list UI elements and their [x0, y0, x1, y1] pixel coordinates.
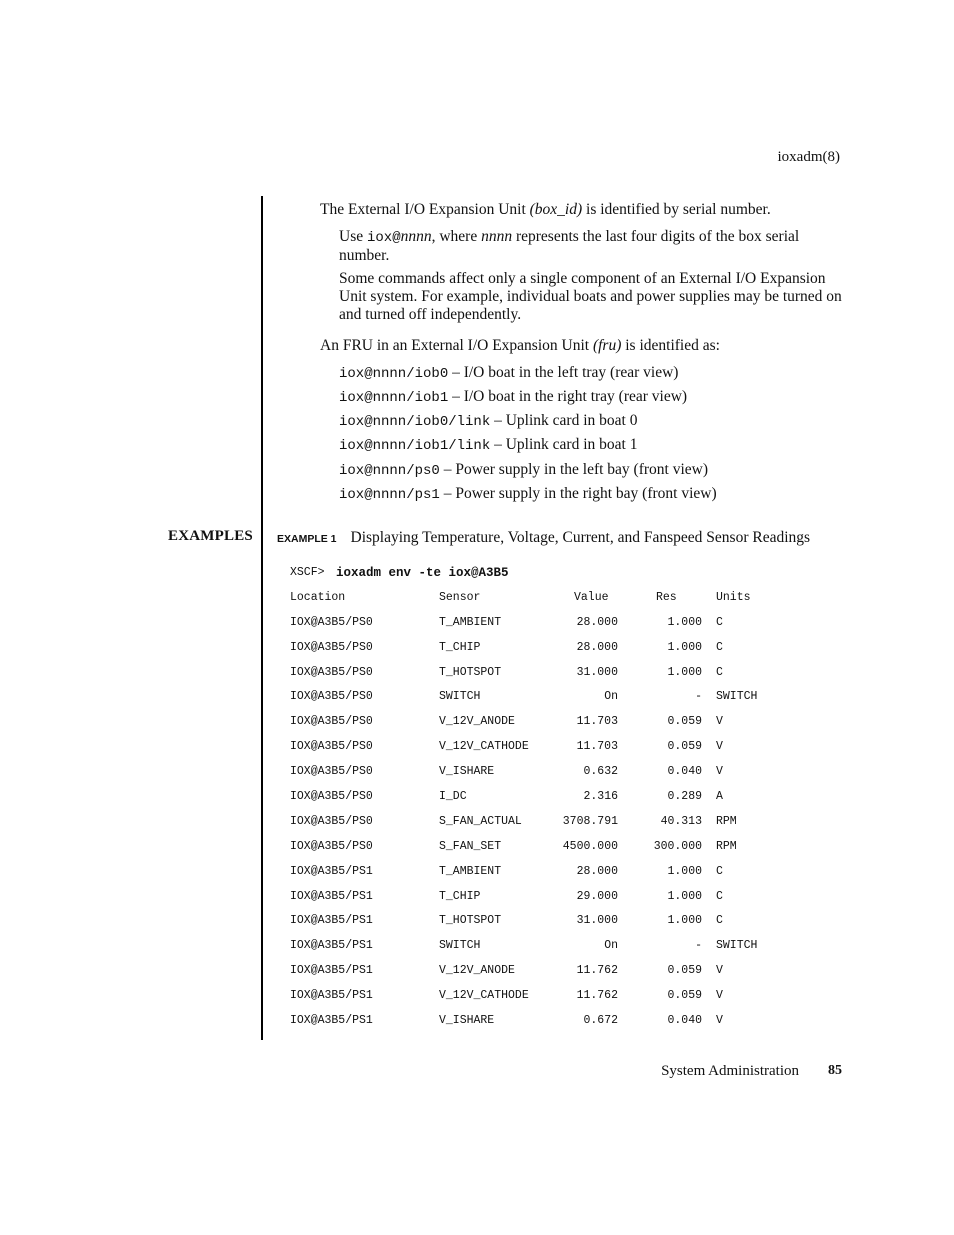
- cell-sensor: V_ISHARE: [439, 1014, 495, 1028]
- table-row: [290, 838, 737, 863]
- cell-location: IOX@A3B5/PS1: [290, 939, 373, 953]
- cell-value: 11.703: [576, 740, 618, 754]
- cell-units: V: [716, 1014, 723, 1028]
- table-row: [290, 738, 723, 763]
- cell-units: V: [716, 740, 723, 754]
- cell-units: C: [716, 864, 723, 878]
- cell-value: 3708.791: [562, 814, 618, 828]
- table-row: [290, 664, 723, 689]
- fru-desc: – I/O boat in the left tray (rear view): [448, 364, 679, 381]
- fru-list-item: [339, 436, 637, 455]
- cell-location: IOX@A3B5/PS0: [290, 615, 373, 629]
- fru-code: iox@nnnn/iob0/link: [339, 414, 491, 430]
- footer-title: System Administration: [661, 1063, 799, 1079]
- cell-value: 4500.000: [562, 839, 618, 853]
- cell-location: IOX@A3B5/PS0: [290, 765, 373, 779]
- cell-units: C: [716, 914, 723, 928]
- cell-res: 0.059: [667, 715, 702, 729]
- cell-value: 31.000: [576, 665, 618, 679]
- cell-units: V: [716, 989, 723, 1003]
- cell-sensor: T_HOTSPOT: [439, 665, 502, 679]
- cell-sensor: V_12V_CATHODE: [439, 989, 529, 1003]
- table-row: [290, 912, 723, 937]
- table-row: [290, 813, 737, 838]
- cell-units: A: [716, 790, 723, 804]
- cell-location: IOX@A3B5/PS0: [290, 640, 373, 654]
- table-row: [290, 614, 723, 639]
- cell-res: 1.000: [667, 640, 702, 654]
- cell-res: 0.059: [667, 989, 702, 1003]
- fru-code: iox@nnnn/iob0: [339, 366, 449, 382]
- p2-text-mid: , where: [431, 228, 482, 245]
- cell-location: IOX@A3B5/PS0: [290, 715, 373, 729]
- cell-res: 1.000: [667, 864, 702, 878]
- fru-desc: – Power supply in the right bay (front view): [439, 485, 717, 502]
- page-number: 85: [828, 1063, 842, 1078]
- cell-sensor: T_CHIP: [439, 640, 481, 654]
- paragraph-fru: [320, 337, 720, 355]
- cell-units: C: [716, 665, 723, 679]
- table-rows: [290, 614, 758, 1037]
- table-row: [290, 888, 723, 913]
- cell-units: V: [716, 715, 723, 729]
- cell-sensor: S_FAN_ACTUAL: [439, 814, 522, 828]
- cell-value: 29.000: [576, 889, 618, 903]
- table-row: [290, 1012, 723, 1037]
- p4-text-post: is identified as:: [621, 337, 720, 354]
- cell-sensor: T_AMBIENT: [439, 615, 502, 629]
- cell-sensor: V_12V_ANODE: [439, 964, 515, 978]
- cell-units: C: [716, 640, 723, 654]
- cell-res: 1.000: [667, 665, 702, 679]
- column-header: Location: [290, 590, 346, 604]
- cell-value: 0.672: [583, 1014, 618, 1028]
- cell-units: RPM: [716, 814, 737, 828]
- cell-units: V: [716, 964, 723, 978]
- cell-sensor: T_HOTSPOT: [439, 914, 502, 928]
- cell-res: 0.040: [667, 1014, 702, 1028]
- cell-res: 0.289: [667, 790, 702, 804]
- command-line: [290, 564, 509, 589]
- table-header-row: [290, 589, 751, 614]
- paragraph-box-id: [320, 201, 771, 219]
- fru-list-item: [339, 388, 687, 407]
- p2-emphasis: nnnn: [400, 228, 432, 245]
- cell-sensor: S_FAN_SET: [439, 839, 502, 853]
- cell-value: 11.703: [576, 715, 618, 729]
- cell-location: IOX@A3B5/PS0: [290, 790, 373, 804]
- p1-emphasis: (box_id): [529, 201, 583, 218]
- fru-code: iox@nnnn/ps0: [339, 463, 440, 479]
- fru-code: iox@nnnn/iob1: [339, 390, 449, 406]
- cell-location: IOX@A3B5/PS0: [290, 690, 373, 704]
- cell-value: On: [604, 939, 618, 953]
- cell-units: C: [716, 889, 723, 903]
- cell-res: 1.000: [667, 615, 702, 629]
- table-row: [290, 987, 723, 1012]
- cell-value: 11.762: [576, 964, 618, 978]
- cell-res: 1.000: [667, 889, 702, 903]
- table-row: [290, 713, 723, 738]
- cell-units: SWITCH: [716, 939, 758, 953]
- table-row: [290, 639, 723, 664]
- fru-list-item: [339, 485, 717, 504]
- cell-location: IOX@A3B5/PS1: [290, 914, 373, 928]
- cell-location: IOX@A3B5/PS1: [290, 864, 373, 878]
- p4-text-pre: An FRU in an External I/O Expansion Unit: [320, 337, 593, 354]
- cell-sensor: T_CHIP: [439, 889, 481, 903]
- example-number: EXAMPLE 1: [277, 533, 337, 545]
- table-row: [290, 863, 723, 888]
- paragraph-components: Some commands affect only a single component of an External I/O Expansion Unit system. For example, individual boats and power supplies may be turned on and turned off independently.: [339, 270, 842, 323]
- cell-units: C: [716, 615, 723, 629]
- section-label-examples: EXAMPLES: [168, 528, 253, 544]
- cell-res: 0.059: [667, 740, 702, 754]
- cell-units: V: [716, 765, 723, 779]
- cell-sensor: SWITCH: [439, 690, 481, 704]
- cell-location: IOX@A3B5/PS1: [290, 889, 373, 903]
- p4-emphasis: (fru): [592, 337, 622, 354]
- fru-desc: – Power supply in the left bay (front view): [439, 461, 709, 478]
- cell-value: 28.000: [576, 640, 618, 654]
- prompt: XSCF>: [290, 566, 325, 579]
- fru-desc: – Uplink card in boat 1: [490, 436, 638, 453]
- fru-list-item: [339, 364, 678, 383]
- cell-res: -: [695, 939, 702, 953]
- fru-list-item: [339, 412, 637, 431]
- p2-emphasis-2: nnnn: [481, 228, 513, 245]
- code-block: [290, 564, 758, 1037]
- cell-sensor: SWITCH: [439, 939, 481, 953]
- cell-value: 28.000: [576, 864, 618, 878]
- cell-res: 1.000: [667, 914, 702, 928]
- cell-value: 31.000: [576, 914, 618, 928]
- cell-value: 11.762: [576, 989, 618, 1003]
- column-header: Res: [656, 590, 677, 604]
- example-heading: [277, 529, 810, 547]
- cell-res: 300.000: [653, 839, 702, 853]
- paragraph-iox-usage: [339, 228, 844, 265]
- cell-location: IOX@A3B5/PS1: [290, 989, 373, 1003]
- p2-code: iox@: [366, 230, 401, 246]
- cell-units: SWITCH: [716, 690, 758, 704]
- cell-sensor: I_DC: [439, 790, 467, 804]
- cell-location: IOX@A3B5/PS0: [290, 665, 373, 679]
- command: ioxadm env -te iox@A3B5: [336, 566, 509, 580]
- cell-res: 0.059: [667, 964, 702, 978]
- fru-code: iox@nnnn/ps1: [339, 487, 440, 503]
- cell-location: IOX@A3B5/PS1: [290, 964, 373, 978]
- cell-res: -: [695, 690, 702, 704]
- cell-sensor: V_12V_CATHODE: [439, 740, 529, 754]
- table-row: [290, 962, 723, 987]
- running-header: ioxadm(8): [777, 149, 840, 165]
- example-title: Displaying Temperature, Voltage, Current, and Fanspeed Sensor Readings: [350, 529, 811, 546]
- cell-res: 40.313: [660, 814, 702, 828]
- fru-desc: – I/O boat in the right tray (rear view): [448, 388, 688, 405]
- cell-value: 28.000: [576, 615, 618, 629]
- fru-code: iox@nnnn/iob1/link: [339, 438, 491, 454]
- fru-desc: – Uplink card in boat 0: [490, 412, 638, 429]
- cell-sensor: T_AMBIENT: [439, 864, 502, 878]
- p1-text-pre: The External I/O Expansion Unit: [320, 201, 530, 218]
- p2-text-pre: Use: [339, 228, 367, 245]
- column-header: Value: [574, 590, 609, 604]
- p2-text-post: represents the last four digits of the box serial number.: [339, 228, 800, 264]
- cell-sensor: V_12V_ANODE: [439, 715, 515, 729]
- table-row: [290, 788, 723, 813]
- cell-value: 0.632: [583, 765, 618, 779]
- cell-location: IOX@A3B5/PS1: [290, 1014, 373, 1028]
- column-header: Sensor: [439, 590, 481, 604]
- cell-location: IOX@A3B5/PS0: [290, 814, 373, 828]
- cell-value: On: [604, 690, 618, 704]
- cell-res: 0.040: [667, 765, 702, 779]
- fru-list-item: [339, 461, 708, 480]
- cell-location: IOX@A3B5/PS0: [290, 839, 373, 853]
- cell-value: 2.316: [583, 790, 618, 804]
- table-row: [290, 688, 758, 713]
- cell-location: IOX@A3B5/PS0: [290, 740, 373, 754]
- cell-sensor: V_ISHARE: [439, 765, 495, 779]
- column-header: Units: [716, 590, 751, 604]
- p1-text-post: is identified by serial number.: [582, 201, 771, 218]
- cell-units: RPM: [716, 839, 737, 853]
- margin-rule: [261, 196, 263, 1040]
- table-row: [290, 763, 723, 788]
- table-row: [290, 937, 758, 962]
